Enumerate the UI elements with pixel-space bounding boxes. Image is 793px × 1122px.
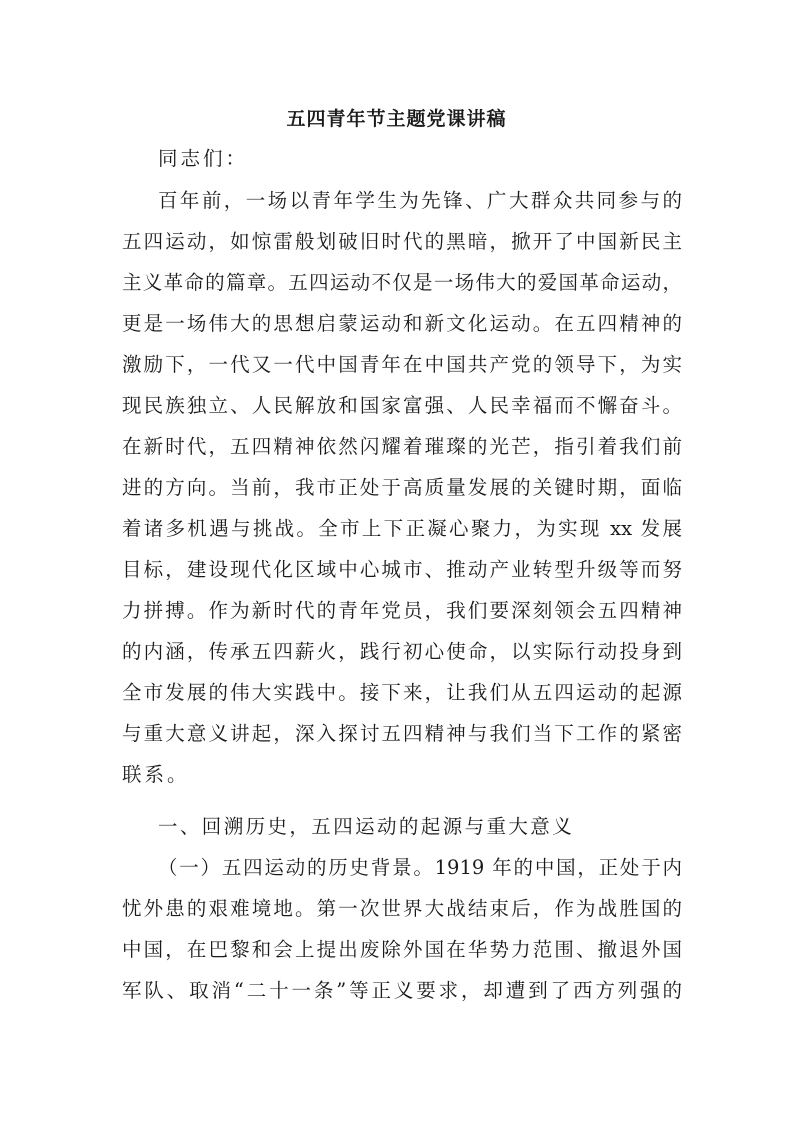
paragraph-line: 中国，在巴黎和会上提出废除外国在华势力范围、撤退外国 [122, 938, 682, 961]
document-title: 五四青年节主题党课讲稿 [286, 108, 507, 130]
greeting: 同志们： [158, 147, 249, 170]
paragraph-line: 进的方向。当前，我市正处于高质量发展的关键时期，面临 [122, 476, 682, 499]
paragraph-line: 军队、取消“二十一条”等正义要求，却遭到了西方列强的 [122, 979, 682, 1002]
paragraph-line: 现民族独立、人民解放和国家富强、人民幸福而不懈奋斗。 [122, 394, 682, 417]
paragraph-line: 忧外患的艰难境地。第一次世界大战结束后，作为战胜国的 [122, 897, 682, 920]
paragraph-line: 全市发展的伟大实践中。接下来，让我们从五四运动的起源 [122, 681, 682, 704]
paragraph-line: 在新时代，五四精神依然闪耀着璀璨的光芒，指引着我们前 [122, 435, 682, 458]
paragraph-line: 的内涵，传承五四薪火，践行初心使命，以实际行动投身到 [122, 640, 682, 663]
paragraph-line: 力拼搏。作为新时代的青年党员，我们要深刻领会五四精神 [122, 599, 682, 622]
paragraph-line: 与重大意义讲起，深入探讨五四精神与我们当下工作的紧密 [122, 722, 682, 745]
paragraph-line: 激励下，一代又一代中国青年在中国共产党的领导下，为实 [122, 353, 682, 376]
paragraph-line: 百年前，一场以青年学生为先锋、广大群众共同参与的 [158, 189, 682, 212]
paragraph-line: 更是一场伟大的思想启蒙运动和新文化运动。在五四精神的 [122, 312, 682, 335]
section-heading: 一、回溯历史，五四运动的起源与重大意义 [158, 815, 575, 838]
paragraph-line: 主义革命的篇章。五四运动不仅是一场伟大的爱国革命运动， [122, 271, 682, 294]
paragraph-line: 五四运动，如惊雷般划破旧时代的黑暗，掀开了中国新民主 [122, 230, 682, 253]
paragraph-line: 联系。 [122, 763, 190, 786]
paragraph-line: 目标，建设现代化区域中心城市、推动产业转型升级等而努 [122, 558, 682, 581]
paragraph-line: （一）五四运动的历史背景。1919 年的中国，正处于内 [158, 856, 682, 879]
paragraph-line: 着诸多机遇与挑战。全市上下正凝心聚力，为实现 xx 发展 [122, 517, 682, 540]
